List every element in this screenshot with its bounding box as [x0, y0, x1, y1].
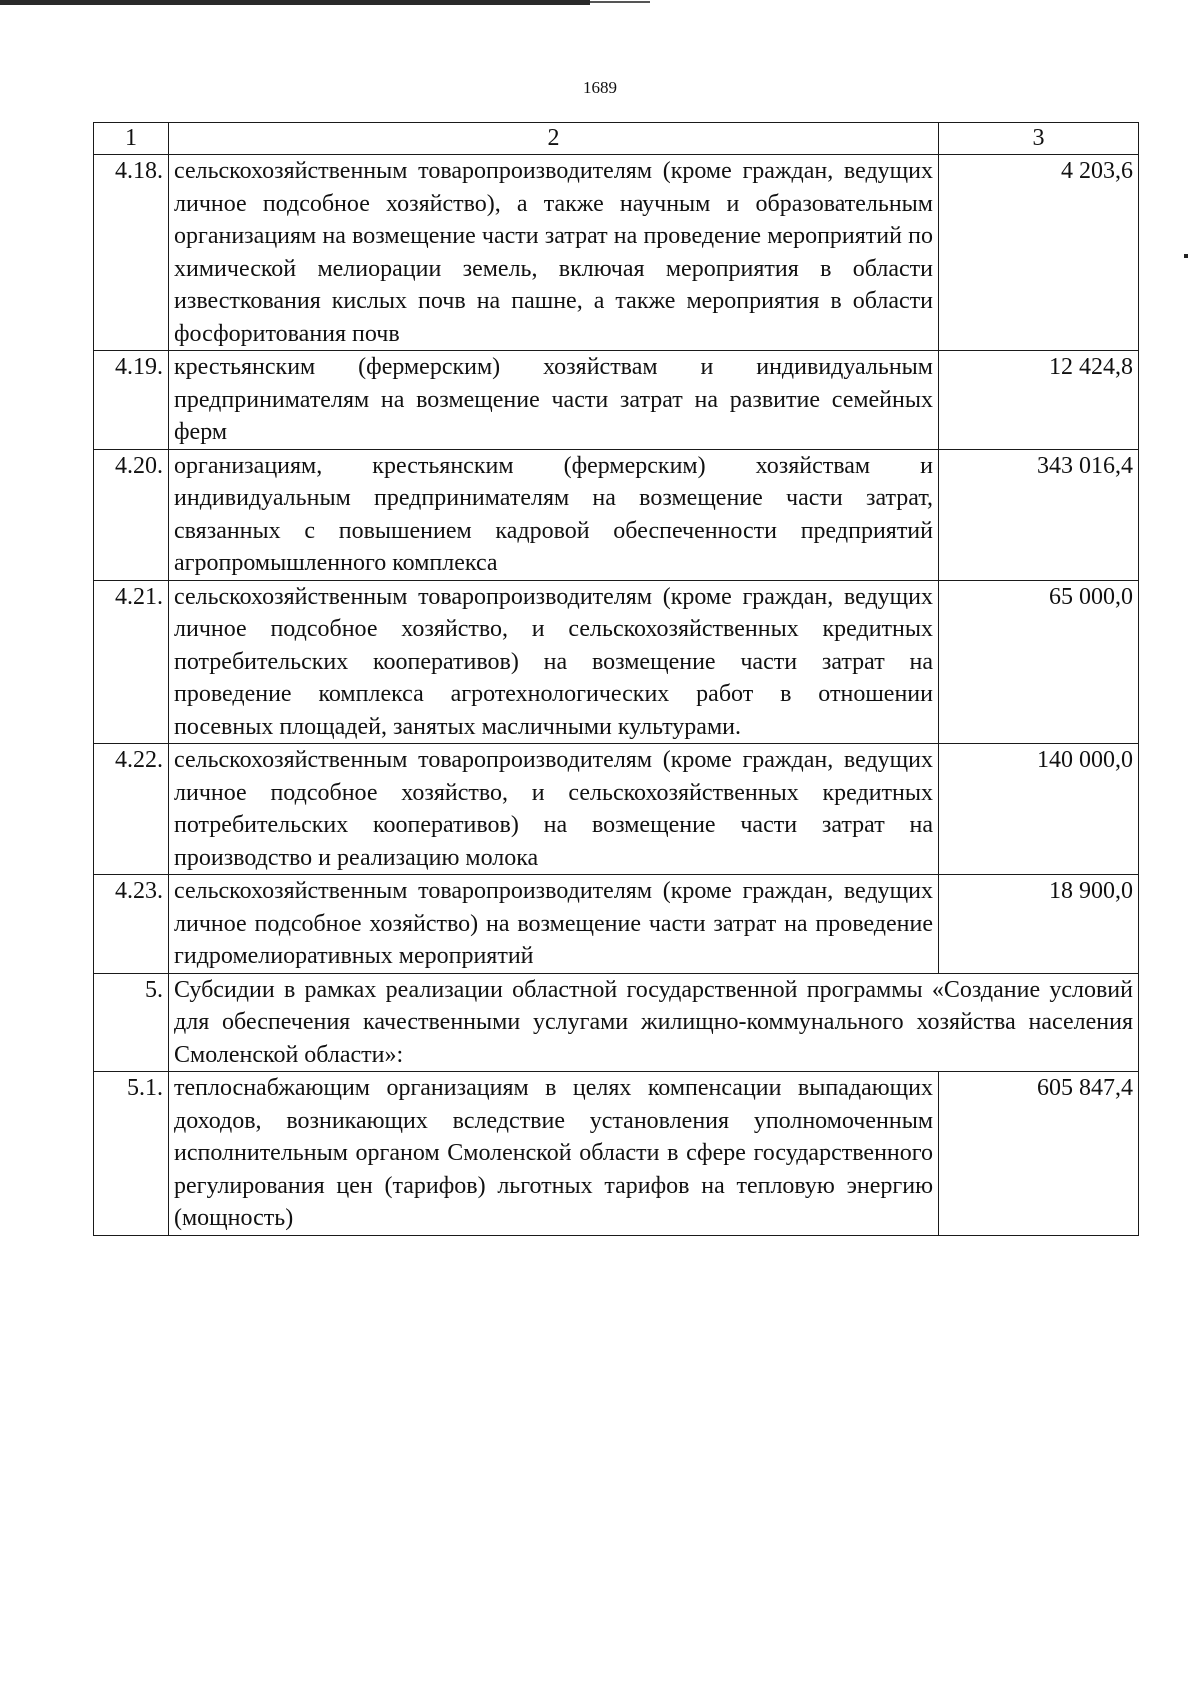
row-description: сельскохозяйственным товаропроизводителям (кроме граждан, ведущих личное подсобное хозяйство, и сельскохозяйственных кредитных потребительских кооперативов) на возмещение части затрат на проведение комплекса агротехнологических работ в отношении посевных площадей, занятых масличными культурами. [169, 580, 939, 744]
table-row-section-5 [94, 973, 1139, 1072]
row-amount: 605 847,4 [939, 1072, 1139, 1236]
row-number: 4.19. [94, 351, 169, 450]
section-title: Субсидии в рамках реализации областной государственной программы «Создание условий для обеспечения качественными услугами жилищно-коммунального хозяйства населения Смоленской области»: [169, 973, 1139, 1072]
table-row-4-20 [94, 449, 1139, 580]
table-row-4-22 [94, 744, 1139, 875]
scan-border-mark [0, 0, 590, 5]
row-amount: 4 203,6 [939, 155, 1139, 351]
scan-border-mark-thin [590, 1, 650, 3]
table-row-4-19 [94, 351, 1139, 450]
row-amount: 140 000,0 [939, 744, 1139, 875]
row-number: 4.20. [94, 449, 169, 580]
subsidy-table [93, 122, 1139, 1236]
row-number: 4.21. [94, 580, 169, 744]
row-amount: 18 900,0 [939, 875, 1139, 974]
row-description: сельскохозяйственным товаропроизводителям (кроме граждан, ведущих личное подсобное хозяйство), а также научным и образовательным организациям на возмещение части затрат на проведение мероприятий по химической мелиорации земель, включая мероприятия в области известкования кислых почв на пашне, а также мероприятия в области фосфоритования почв [169, 155, 939, 351]
column-header-3: 3 [939, 123, 1139, 155]
row-number: 4.18. [94, 155, 169, 351]
table-row-5-1 [94, 1072, 1139, 1236]
row-amount: 12 424,8 [939, 351, 1139, 450]
column-header-2: 2 [169, 123, 939, 155]
table-row-4-21 [94, 580, 1139, 744]
table-row-4-23 [94, 875, 1139, 974]
row-number: 5.1. [94, 1072, 169, 1236]
row-description: крестьянским (фермерским) хозяйствам и индивидуальным предпринимателям на возмещение части затрат на развитие семейных ферм [169, 351, 939, 450]
row-description: организациям, крестьянским (фермерским) хозяйствам и индивидуальным предпринимателям на возмещение части затрат, связанных с повышением кадровой обеспеченности предприятий агропромышленного комплекса [169, 449, 939, 580]
section-number: 5. [94, 973, 169, 1072]
row-number: 4.22. [94, 744, 169, 875]
row-number: 4.23. [94, 875, 169, 974]
row-description: теплоснабжающим организациям в целях компенсации выпадающих доходов, возникающих вследствие установления уполномоченным исполнительным органом Смоленской области в сфере государственного регулирования цен (тарифов) льготных тарифов на тепловую энергию (мощность) [169, 1072, 939, 1236]
scan-speck [1184, 254, 1188, 258]
table-header-row [94, 123, 1139, 155]
table-row-4-18 [94, 155, 1139, 351]
row-amount: 343 016,4 [939, 449, 1139, 580]
row-description: сельскохозяйственным товаропроизводителям (кроме граждан, ведущих личное подсобное хозяйство) на возмещение части затрат на проведение гидромелиоративных мероприятий [169, 875, 939, 974]
row-description: сельскохозяйственным товаропроизводителям (кроме граждан, ведущих личное подсобное хозяйство, и сельскохозяйственных кредитных потребительских кооперативов) на возмещение части затрат на производство и реализацию молока [169, 744, 939, 875]
row-amount: 65 000,0 [939, 580, 1139, 744]
column-header-1: 1 [94, 123, 169, 155]
page-number: 1689 [583, 78, 617, 97]
